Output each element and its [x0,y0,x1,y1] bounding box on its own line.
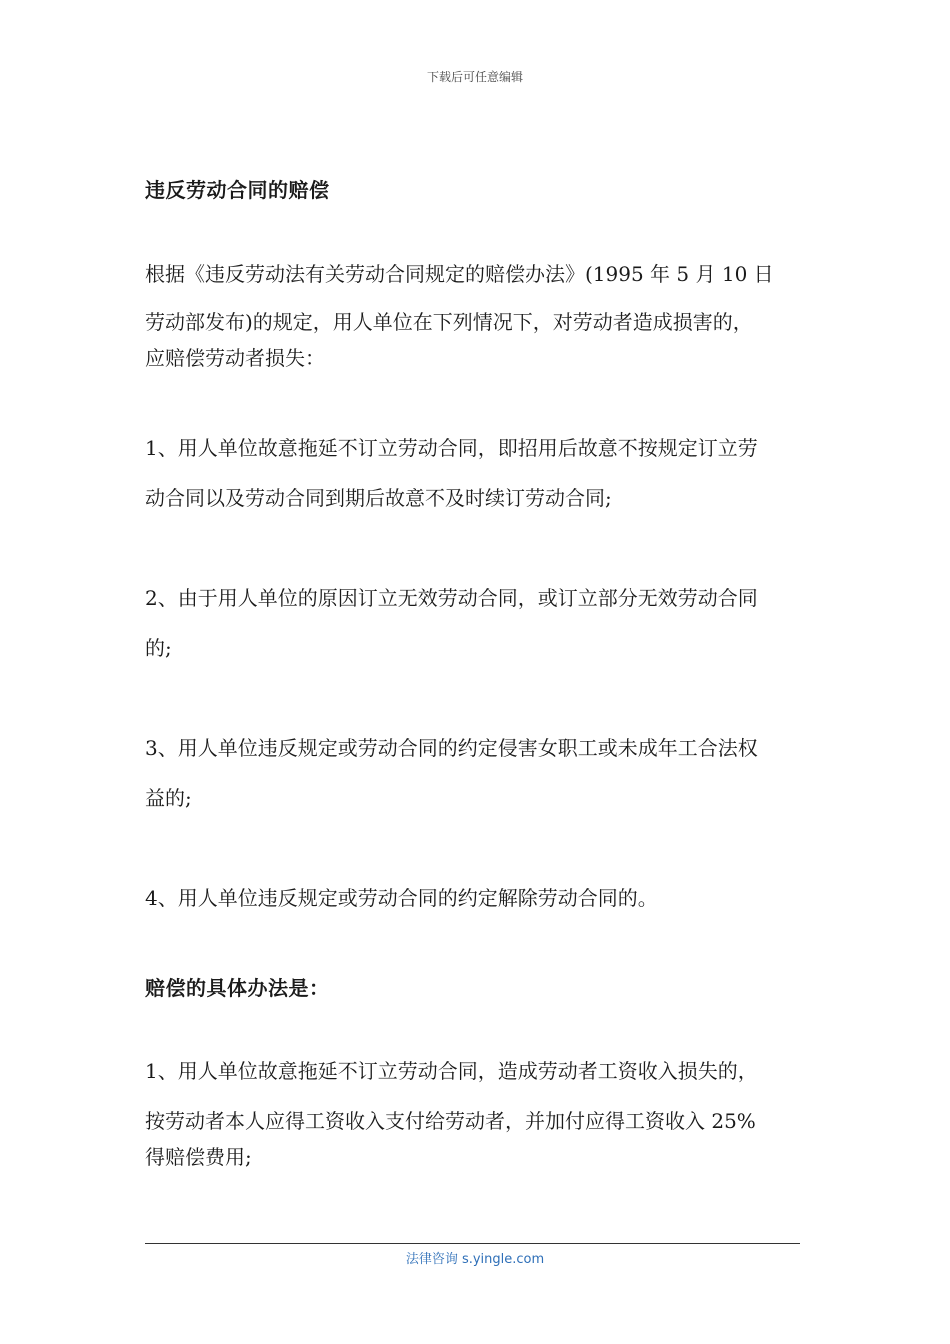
method-item-line: 得赔偿费用; [145,1145,252,1169]
method-item [145,1059,815,1169]
footer-divider [145,1243,800,1244]
section-subtitle: 赔偿的具体办法是： [145,976,330,1000]
intro-line: 应赔偿劳动者损失： [145,346,325,370]
list-item-line: 4、用人单位违反规定或劳动合同的约定解除劳动合同的。 [145,886,658,910]
list-item [145,436,815,510]
intro-line: 根据《违反劳动法有关劳动合同规定的赔偿办法》(1995 年 5 月 10 日 [145,262,774,286]
footer-link[interactable]: 法律咨询 s.yingle.com [405,1252,545,1267]
intro-paragraph [145,262,815,370]
method-item-line: 1、用人单位故意拖延不订立劳动合同，造成劳动者工资收入损失的， [145,1059,758,1083]
list-item-line: 2、由于用人单位的原因订立无效劳动合同，或订立部分无效劳动合同 [145,586,758,610]
intro-line: 劳动部发布)的规定，用人单位在下列情况下，对劳动者造成损害的， [145,310,753,334]
method-item-line: 按劳动者本人应得工资收入支付给劳动者，并加付应得工资收入 25% [145,1109,756,1133]
list-item [145,886,815,910]
list-item-line: 3、用人单位违反规定或劳动合同的约定侵害女职工或未成年工合法权 [145,736,758,760]
list-item [145,586,815,660]
page-header: 下载后可任意编辑 [426,70,523,84]
list-item-line: 动合同以及劳动合同到期后故意不及时续订劳动合同; [145,486,612,510]
list-item-line: 1、用人单位故意拖延不订立劳动合同，即招用后故意不按规定订立劳 [145,436,758,460]
list-item [145,736,815,810]
list-item-line: 的; [145,636,172,660]
list-item-line: 益的; [145,786,192,810]
document-title: 违反劳动合同的赔偿 [145,178,330,202]
